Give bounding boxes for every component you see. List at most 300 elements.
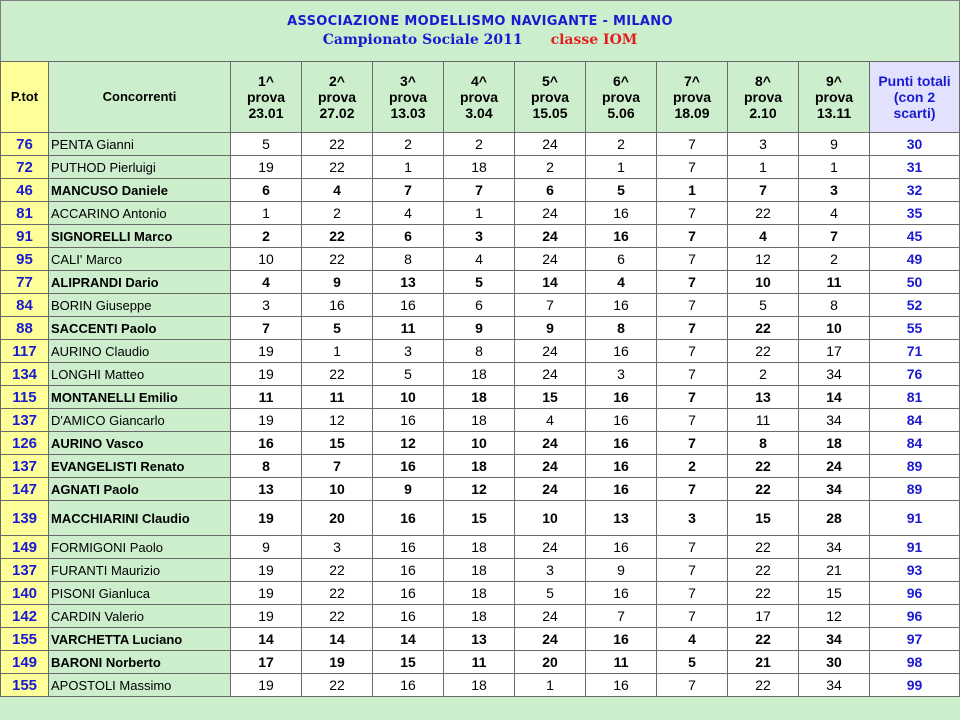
race-score-cell: 6 bbox=[515, 179, 586, 202]
race-score-cell: 16 bbox=[586, 628, 657, 651]
table-row bbox=[1, 386, 960, 409]
race-score-cell: 2 bbox=[657, 455, 728, 478]
championship-title bbox=[1, 32, 959, 48]
race-score-cell: 14 bbox=[515, 271, 586, 294]
race-score-cell: 1 bbox=[515, 674, 586, 697]
table-row bbox=[1, 478, 960, 501]
competitor-name: ACCARINO Antonio bbox=[49, 202, 231, 225]
race-score-cell: 4 bbox=[657, 628, 728, 651]
header-race-2: 2^ prova 27.02 bbox=[302, 62, 373, 133]
race-score-cell: 22 bbox=[302, 559, 373, 582]
race-score-cell: 8 bbox=[586, 317, 657, 340]
race-score-cell: 5 bbox=[728, 294, 799, 317]
race-score-cell: 16 bbox=[586, 340, 657, 363]
race-score-cell: 8 bbox=[373, 248, 444, 271]
race-score-cell: 19 bbox=[231, 559, 302, 582]
race-score-cell: 7 bbox=[657, 225, 728, 248]
net-total-cell: 91 bbox=[870, 501, 960, 536]
table-row bbox=[1, 271, 960, 294]
race-score-cell: 11 bbox=[231, 386, 302, 409]
net-total-cell: 84 bbox=[870, 432, 960, 455]
race-score-cell: 1 bbox=[657, 179, 728, 202]
race-score-cell: 16 bbox=[586, 582, 657, 605]
race-score-cell: 15 bbox=[444, 501, 515, 536]
race-score-cell: 16 bbox=[373, 455, 444, 478]
race-score-cell: 2 bbox=[444, 133, 515, 156]
race-score-cell: 9 bbox=[515, 317, 586, 340]
race-score-cell: 16 bbox=[373, 674, 444, 697]
race-score-cell: 10 bbox=[373, 386, 444, 409]
race-score-cell: 7 bbox=[373, 179, 444, 202]
competitor-name: BARONI Norberto bbox=[49, 651, 231, 674]
race-score-cell: 12 bbox=[373, 432, 444, 455]
race-score-cell: 34 bbox=[799, 363, 870, 386]
race-score-cell: 15 bbox=[373, 651, 444, 674]
race-score-cell: 24 bbox=[515, 133, 586, 156]
race-score-cell: 7 bbox=[302, 455, 373, 478]
race-score-cell: 19 bbox=[302, 651, 373, 674]
race-score-cell: 34 bbox=[799, 409, 870, 432]
race-score-cell: 5 bbox=[657, 651, 728, 674]
race-score-cell: 18 bbox=[444, 156, 515, 179]
race-score-cell: 18 bbox=[444, 386, 515, 409]
race-score-cell: 7 bbox=[657, 248, 728, 271]
table-row bbox=[1, 432, 960, 455]
race-score-cell: 2 bbox=[302, 202, 373, 225]
race-score-cell: 13 bbox=[444, 628, 515, 651]
race-score-cell: 9 bbox=[231, 536, 302, 559]
race-score-cell: 10 bbox=[231, 248, 302, 271]
points-total-cell: 155 bbox=[1, 674, 49, 697]
race-score-cell: 11 bbox=[728, 409, 799, 432]
race-score-cell: 22 bbox=[302, 605, 373, 628]
race-score-cell: 11 bbox=[302, 386, 373, 409]
race-score-cell: 16 bbox=[586, 432, 657, 455]
race-score-cell: 3 bbox=[302, 536, 373, 559]
race-score-cell: 10 bbox=[515, 501, 586, 536]
race-score-cell: 7 bbox=[657, 271, 728, 294]
race-score-cell: 7 bbox=[657, 386, 728, 409]
race-score-cell: 13 bbox=[373, 271, 444, 294]
net-total-cell: 93 bbox=[870, 559, 960, 582]
race-score-cell: 18 bbox=[444, 536, 515, 559]
race-score-cell: 13 bbox=[586, 501, 657, 536]
race-score-cell: 19 bbox=[231, 156, 302, 179]
race-score-cell: 24 bbox=[515, 432, 586, 455]
race-score-cell: 4 bbox=[302, 179, 373, 202]
race-score-cell: 6 bbox=[444, 294, 515, 317]
table-row bbox=[1, 317, 960, 340]
race-score-cell: 14 bbox=[373, 628, 444, 651]
net-total-cell: 50 bbox=[870, 271, 960, 294]
race-score-cell: 22 bbox=[728, 628, 799, 651]
race-score-cell: 24 bbox=[515, 605, 586, 628]
race-score-cell: 16 bbox=[586, 386, 657, 409]
race-score-cell: 19 bbox=[231, 363, 302, 386]
race-score-cell: 30 bbox=[799, 651, 870, 674]
net-total-cell: 30 bbox=[870, 133, 960, 156]
race-score-cell: 2 bbox=[373, 133, 444, 156]
points-total-cell: 115 bbox=[1, 386, 49, 409]
points-total-cell: 76 bbox=[1, 133, 49, 156]
race-score-cell: 22 bbox=[728, 455, 799, 478]
points-total-cell: 91 bbox=[1, 225, 49, 248]
race-score-cell: 34 bbox=[799, 478, 870, 501]
race-score-cell: 2 bbox=[799, 248, 870, 271]
race-score-cell: 4 bbox=[444, 248, 515, 271]
race-score-cell: 7 bbox=[657, 582, 728, 605]
race-score-cell: 16 bbox=[586, 225, 657, 248]
table-row bbox=[1, 133, 960, 156]
points-total-cell: 84 bbox=[1, 294, 49, 317]
competitor-name: AURINO Vasco bbox=[49, 432, 231, 455]
net-total-cell: 96 bbox=[870, 582, 960, 605]
net-total-cell: 45 bbox=[870, 225, 960, 248]
competitor-name: CARDIN Valerio bbox=[49, 605, 231, 628]
race-score-cell: 7 bbox=[657, 133, 728, 156]
race-score-cell: 2 bbox=[515, 156, 586, 179]
points-total-cell: 95 bbox=[1, 248, 49, 271]
race-score-cell: 7 bbox=[657, 294, 728, 317]
race-score-cell: 7 bbox=[444, 179, 515, 202]
race-score-cell: 6 bbox=[586, 248, 657, 271]
points-total-cell: 139 bbox=[1, 501, 49, 536]
championship-label: Campionato Sociale 2011 bbox=[322, 32, 523, 48]
standings-table bbox=[0, 61, 960, 697]
race-score-cell: 14 bbox=[231, 628, 302, 651]
net-total-cell: 55 bbox=[870, 317, 960, 340]
competitor-name: AGNATI Paolo bbox=[49, 478, 231, 501]
race-score-cell: 19 bbox=[231, 582, 302, 605]
race-score-cell: 19 bbox=[231, 674, 302, 697]
race-score-cell: 16 bbox=[373, 536, 444, 559]
race-score-cell: 3 bbox=[799, 179, 870, 202]
race-score-cell: 9 bbox=[444, 317, 515, 340]
race-score-cell: 9 bbox=[302, 271, 373, 294]
race-score-cell: 16 bbox=[586, 294, 657, 317]
race-score-cell: 22 bbox=[302, 582, 373, 605]
table-row bbox=[1, 156, 960, 179]
race-score-cell: 17 bbox=[231, 651, 302, 674]
competitor-name: AURINO Claudio bbox=[49, 340, 231, 363]
table-row bbox=[1, 455, 960, 478]
race-score-cell: 18 bbox=[444, 455, 515, 478]
header-row bbox=[1, 62, 960, 133]
table-row bbox=[1, 248, 960, 271]
race-score-cell: 4 bbox=[799, 202, 870, 225]
race-score-cell: 2 bbox=[586, 133, 657, 156]
race-score-cell: 3 bbox=[728, 133, 799, 156]
header-race-7: 7^ prova 18.09 bbox=[657, 62, 728, 133]
table-row bbox=[1, 651, 960, 674]
competitor-name: VARCHETTA Luciano bbox=[49, 628, 231, 651]
race-score-cell: 8 bbox=[799, 294, 870, 317]
class-label: classe IOM bbox=[550, 32, 638, 48]
race-score-cell: 7 bbox=[799, 225, 870, 248]
race-score-cell: 3 bbox=[444, 225, 515, 248]
race-score-cell: 7 bbox=[657, 156, 728, 179]
race-score-cell: 7 bbox=[231, 317, 302, 340]
race-score-cell: 5 bbox=[231, 133, 302, 156]
race-score-cell: 22 bbox=[302, 133, 373, 156]
net-total-cell: 49 bbox=[870, 248, 960, 271]
race-score-cell: 22 bbox=[302, 674, 373, 697]
race-score-cell: 1 bbox=[444, 202, 515, 225]
race-score-cell: 6 bbox=[231, 179, 302, 202]
competitor-name: FORMIGONI Paolo bbox=[49, 536, 231, 559]
points-total-cell: 140 bbox=[1, 582, 49, 605]
table-row bbox=[1, 536, 960, 559]
race-score-cell: 24 bbox=[515, 536, 586, 559]
net-total-cell: 31 bbox=[870, 156, 960, 179]
header-race-6: 6^ prova 5.06 bbox=[586, 62, 657, 133]
standings-rows bbox=[1, 133, 960, 697]
race-score-cell: 24 bbox=[515, 225, 586, 248]
race-score-cell: 10 bbox=[302, 478, 373, 501]
net-total-cell: 76 bbox=[870, 363, 960, 386]
race-score-cell: 5 bbox=[444, 271, 515, 294]
table-row bbox=[1, 582, 960, 605]
points-total-cell: 149 bbox=[1, 536, 49, 559]
race-score-cell: 34 bbox=[799, 628, 870, 651]
net-total-cell: 89 bbox=[870, 455, 960, 478]
race-score-cell: 22 bbox=[728, 674, 799, 697]
race-score-cell: 24 bbox=[515, 478, 586, 501]
race-score-cell: 12 bbox=[444, 478, 515, 501]
header-race-1: 1^ prova 23.01 bbox=[231, 62, 302, 133]
race-score-cell: 4 bbox=[515, 409, 586, 432]
race-score-cell: 16 bbox=[586, 478, 657, 501]
net-total-cell: 84 bbox=[870, 409, 960, 432]
race-score-cell: 3 bbox=[657, 501, 728, 536]
race-score-cell: 4 bbox=[728, 225, 799, 248]
race-score-cell: 22 bbox=[302, 363, 373, 386]
race-score-cell: 1 bbox=[231, 202, 302, 225]
race-score-cell: 22 bbox=[728, 559, 799, 582]
race-score-cell: 14 bbox=[302, 628, 373, 651]
table-row bbox=[1, 409, 960, 432]
race-score-cell: 24 bbox=[799, 455, 870, 478]
competitor-name: CALI' Marco bbox=[49, 248, 231, 271]
race-score-cell: 8 bbox=[231, 455, 302, 478]
competitor-name: MONTANELLI Emilio bbox=[49, 386, 231, 409]
table-row bbox=[1, 501, 960, 536]
race-score-cell: 3 bbox=[373, 340, 444, 363]
points-total-cell: 81 bbox=[1, 202, 49, 225]
race-score-cell: 17 bbox=[728, 605, 799, 628]
table-row bbox=[1, 294, 960, 317]
competitor-name: EVANGELISTI Renato bbox=[49, 455, 231, 478]
race-score-cell: 16 bbox=[373, 501, 444, 536]
race-score-cell: 7 bbox=[657, 478, 728, 501]
competitor-name: SACCENTI Paolo bbox=[49, 317, 231, 340]
race-score-cell: 14 bbox=[799, 386, 870, 409]
table-row bbox=[1, 225, 960, 248]
race-score-cell: 20 bbox=[515, 651, 586, 674]
competitor-name: D'AMICO Giancarlo bbox=[49, 409, 231, 432]
race-score-cell: 12 bbox=[302, 409, 373, 432]
race-score-cell: 22 bbox=[728, 317, 799, 340]
race-score-cell: 1 bbox=[302, 340, 373, 363]
race-score-cell: 5 bbox=[586, 179, 657, 202]
race-score-cell: 21 bbox=[728, 651, 799, 674]
table-row bbox=[1, 674, 960, 697]
race-score-cell: 24 bbox=[515, 455, 586, 478]
race-score-cell: 15 bbox=[799, 582, 870, 605]
race-score-cell: 18 bbox=[444, 605, 515, 628]
race-score-cell: 16 bbox=[373, 582, 444, 605]
net-total-cell: 89 bbox=[870, 478, 960, 501]
net-total-cell: 98 bbox=[870, 651, 960, 674]
competitor-name: PUTHOD Pierluigi bbox=[49, 156, 231, 179]
points-total-cell: 77 bbox=[1, 271, 49, 294]
competitor-name: BORIN Giuseppe bbox=[49, 294, 231, 317]
race-score-cell: 7 bbox=[657, 605, 728, 628]
header-total: Punti totali (con 2 scarti) bbox=[870, 62, 960, 133]
race-score-cell: 22 bbox=[302, 156, 373, 179]
net-total-cell: 91 bbox=[870, 536, 960, 559]
race-score-cell: 24 bbox=[515, 628, 586, 651]
table-row bbox=[1, 340, 960, 363]
race-score-cell: 1 bbox=[799, 156, 870, 179]
header-ptot: P.tot bbox=[1, 62, 49, 133]
table-row bbox=[1, 179, 960, 202]
race-score-cell: 19 bbox=[231, 501, 302, 536]
race-score-cell: 13 bbox=[728, 386, 799, 409]
race-score-cell: 18 bbox=[444, 363, 515, 386]
competitor-name: MACCHIARINI Claudio bbox=[49, 501, 231, 536]
race-score-cell: 19 bbox=[231, 605, 302, 628]
points-total-cell: 88 bbox=[1, 317, 49, 340]
net-total-cell: 97 bbox=[870, 628, 960, 651]
competitor-name: APOSTOLI Massimo bbox=[49, 674, 231, 697]
points-total-cell: 126 bbox=[1, 432, 49, 455]
race-score-cell: 16 bbox=[586, 536, 657, 559]
race-score-cell: 8 bbox=[444, 340, 515, 363]
race-score-cell: 7 bbox=[657, 536, 728, 559]
title-box bbox=[0, 0, 960, 62]
race-score-cell: 11 bbox=[586, 651, 657, 674]
race-score-cell: 16 bbox=[373, 605, 444, 628]
race-score-cell: 18 bbox=[444, 674, 515, 697]
header-race-9: 9^ prova 13.11 bbox=[799, 62, 870, 133]
table-row bbox=[1, 363, 960, 386]
race-score-cell: 7 bbox=[657, 409, 728, 432]
association-title: ASSOCIAZIONE MODELLISMO NAVIGANTE - MILANO bbox=[287, 14, 673, 29]
race-score-cell: 16 bbox=[586, 202, 657, 225]
race-score-cell: 7 bbox=[728, 179, 799, 202]
race-score-cell: 7 bbox=[657, 363, 728, 386]
race-score-cell: 22 bbox=[728, 582, 799, 605]
race-score-cell: 9 bbox=[586, 559, 657, 582]
points-total-cell: 149 bbox=[1, 651, 49, 674]
net-total-cell: 96 bbox=[870, 605, 960, 628]
race-score-cell: 4 bbox=[373, 202, 444, 225]
race-score-cell: 7 bbox=[657, 559, 728, 582]
competitor-name: PENTA Gianni bbox=[49, 133, 231, 156]
race-score-cell: 6 bbox=[373, 225, 444, 248]
race-score-cell: 8 bbox=[728, 432, 799, 455]
header-competitors: Concorrenti bbox=[49, 62, 231, 133]
race-score-cell: 5 bbox=[302, 317, 373, 340]
race-score-cell: 34 bbox=[799, 536, 870, 559]
race-score-cell: 10 bbox=[799, 317, 870, 340]
race-score-cell: 9 bbox=[373, 478, 444, 501]
race-score-cell: 7 bbox=[657, 674, 728, 697]
net-total-cell: 81 bbox=[870, 386, 960, 409]
race-score-cell: 5 bbox=[373, 363, 444, 386]
race-score-cell: 10 bbox=[728, 271, 799, 294]
race-score-cell: 12 bbox=[728, 248, 799, 271]
race-score-cell: 28 bbox=[799, 501, 870, 536]
net-total-cell: 32 bbox=[870, 179, 960, 202]
net-total-cell: 99 bbox=[870, 674, 960, 697]
race-score-cell: 15 bbox=[302, 432, 373, 455]
points-total-cell: 142 bbox=[1, 605, 49, 628]
competitor-name: ALIPRANDI Dario bbox=[49, 271, 231, 294]
competitor-name: FURANTI Maurizio bbox=[49, 559, 231, 582]
points-total-cell: 117 bbox=[1, 340, 49, 363]
race-score-cell: 3 bbox=[515, 559, 586, 582]
race-score-cell: 24 bbox=[515, 202, 586, 225]
race-score-cell: 2 bbox=[231, 225, 302, 248]
race-score-cell: 3 bbox=[231, 294, 302, 317]
race-score-cell: 7 bbox=[586, 605, 657, 628]
net-total-cell: 71 bbox=[870, 340, 960, 363]
net-total-cell: 35 bbox=[870, 202, 960, 225]
race-score-cell: 7 bbox=[657, 340, 728, 363]
race-score-cell: 12 bbox=[799, 605, 870, 628]
competitor-name: LONGHI Matteo bbox=[49, 363, 231, 386]
race-score-cell: 34 bbox=[799, 674, 870, 697]
table-row bbox=[1, 559, 960, 582]
race-score-cell: 4 bbox=[231, 271, 302, 294]
race-score-cell: 15 bbox=[728, 501, 799, 536]
race-score-cell: 16 bbox=[586, 409, 657, 432]
race-score-cell: 7 bbox=[657, 202, 728, 225]
race-score-cell: 16 bbox=[373, 409, 444, 432]
race-score-cell: 22 bbox=[728, 202, 799, 225]
race-score-cell: 19 bbox=[231, 340, 302, 363]
competitor-name: MANCUSO Daniele bbox=[49, 179, 231, 202]
race-score-cell: 11 bbox=[444, 651, 515, 674]
race-score-cell: 18 bbox=[444, 559, 515, 582]
header-race-3: 3^ prova 13.03 bbox=[373, 62, 444, 133]
race-score-cell: 22 bbox=[728, 478, 799, 501]
table-row bbox=[1, 202, 960, 225]
race-score-cell: 16 bbox=[373, 294, 444, 317]
header-race-5: 5^ prova 15.05 bbox=[515, 62, 586, 133]
race-score-cell: 20 bbox=[302, 501, 373, 536]
race-score-cell: 17 bbox=[799, 340, 870, 363]
race-score-cell: 24 bbox=[515, 340, 586, 363]
race-score-cell: 22 bbox=[728, 340, 799, 363]
race-score-cell: 1 bbox=[728, 156, 799, 179]
competitor-name: PISONI Gianluca bbox=[49, 582, 231, 605]
race-score-cell: 24 bbox=[515, 248, 586, 271]
points-total-cell: 134 bbox=[1, 363, 49, 386]
race-score-cell: 10 bbox=[444, 432, 515, 455]
race-score-cell: 22 bbox=[302, 225, 373, 248]
race-score-cell: 18 bbox=[444, 582, 515, 605]
header-race-8: 8^ prova 2.10 bbox=[728, 62, 799, 133]
race-score-cell: 21 bbox=[799, 559, 870, 582]
points-total-cell: 155 bbox=[1, 628, 49, 651]
race-score-cell: 2 bbox=[728, 363, 799, 386]
points-total-cell: 72 bbox=[1, 156, 49, 179]
race-score-cell: 3 bbox=[586, 363, 657, 386]
race-score-cell: 15 bbox=[515, 386, 586, 409]
